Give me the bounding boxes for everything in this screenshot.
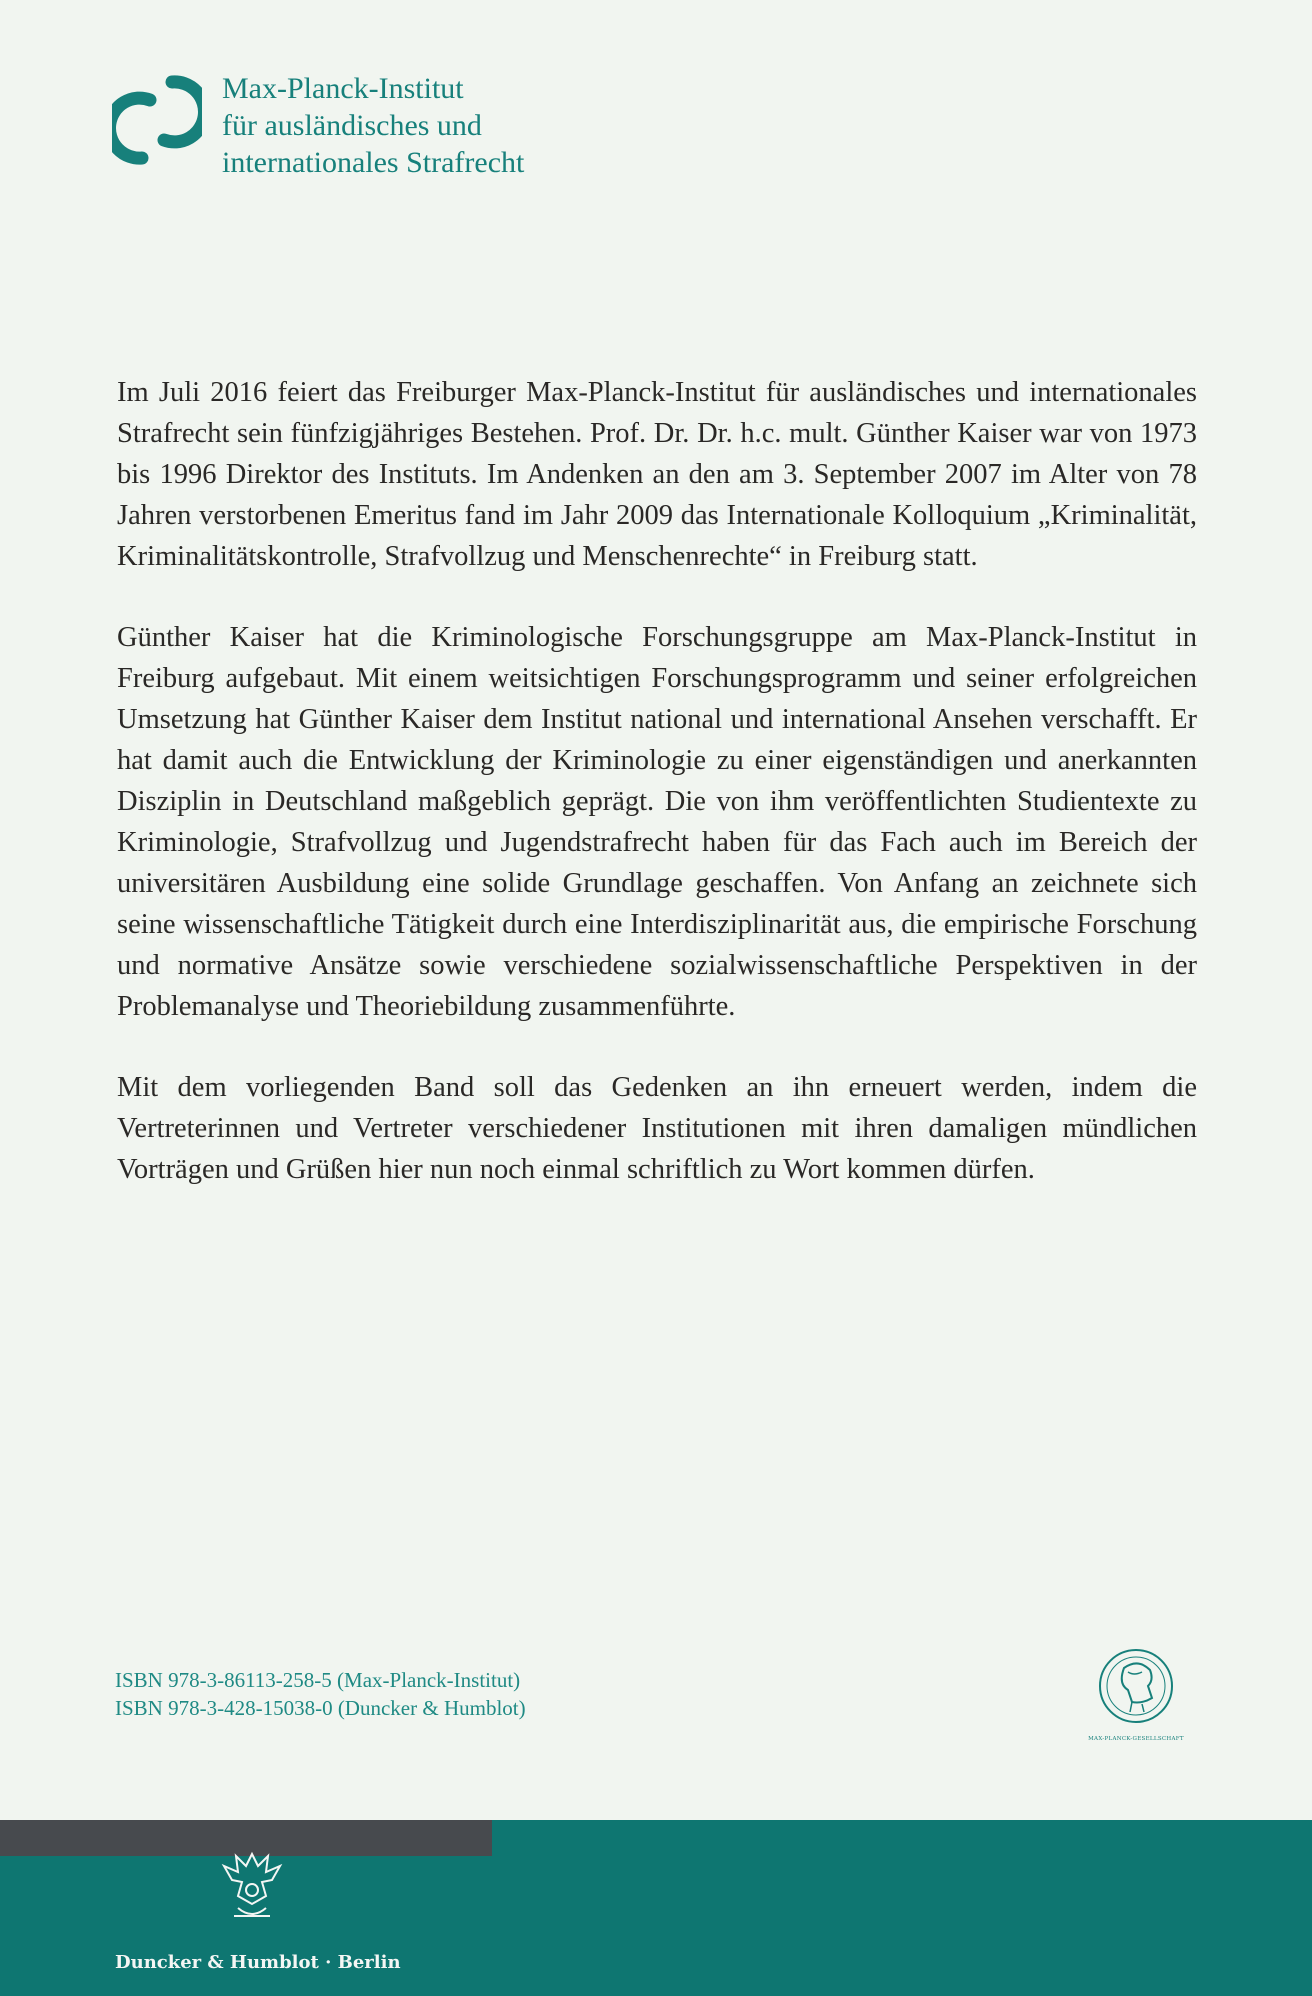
institute-name-line: Max-Planck-Institut [222, 72, 464, 105]
blurb-paragraph: Mit dem vorliegenden Band soll das Gedenken an ihn erneuert werden, indem die Vertreterinnen und Vertreter verschiedener Institutionen mit ihren damaligen mündlichen Vorträgen und Grüßen hier nun noch einmal schriftlich zu Wort kommen dürfen. [117, 1072, 1197, 1185]
blurb-text [117, 372, 1197, 1230]
publisher-name: Duncker & Humblot · Berlin [115, 1952, 401, 1973]
isbn-line: ISBN 978-3-86113-258-5 (Max-Planck-Institut) [115, 1668, 521, 1692]
isbn-block [115, 1666, 526, 1722]
institute-name [222, 70, 524, 181]
mpi-strafrecht-logo-icon [112, 70, 202, 170]
blurb-paragraph: Günther Kaiser hat die Kriminologische Forschungsgruppe am Max-Planck-Institut in Freiburg aufgebaut. Mit einem weitsichtigen Forschungsprogramm und seiner erfolgreichen Umsetzung hat Günther Kaiser dem Institut national und international Ansehen verschafft. Er hat damit auch die Entwicklung der Kriminologie zu einer eigenständigen und anerkannten Disziplin in Deutschland maßgeblich geprägt. Die von ihm veröffentlichten Studientexte zu Kriminologie, Strafvollzug und Jugendstrafrecht haben für das Fach auch im Bereich der universitären Ausbildung eine solide Grundlage geschaffen. Von Anfang an zeichnete sich seine wissenschaftliche Tätigkeit durch eine Interdisziplinarität aus, die empirische Forschung und normative Ansätze sowie verschiedene sozialwissenschaftliche Perspektiven in der Problemanalyse und Theoriebildung zusammenführte. [117, 622, 1197, 1022]
phoenix-emblem-icon [212, 1846, 292, 1928]
isbn-line: ISBN 978-3-428-15038-0 (Duncker & Humblot) [115, 1696, 526, 1720]
institute-name-line: für ausländisches und [222, 109, 482, 142]
mpg-caption: MAX-PLANCK-GESELLSCHAFT [1088, 1736, 1184, 1742]
minerva-seal-icon [1088, 1646, 1218, 1746]
institute-name-line: internationales Strafrecht [222, 146, 525, 179]
blurb-paragraph: Im Juli 2016 feiert das Freiburger Max-Planck-Institut für ausländisches und internationales Strafrecht sein fünfzigjähriges Bestehen. Prof. Dr. Dr. h.c. mult. Günther Kaiser war von 1973 bis 1996 Direktor des Instituts. Im Andenken an den am 3. September 2007 im Alter von 78 Jahren verstorbenen Emeritus fand im Jahr 2009 das Internationale Kolloquium „Kriminalität, Kriminalitätskontrolle, Strafvollzug und Menschenrechte“ in Freiburg statt. [117, 377, 1197, 572]
